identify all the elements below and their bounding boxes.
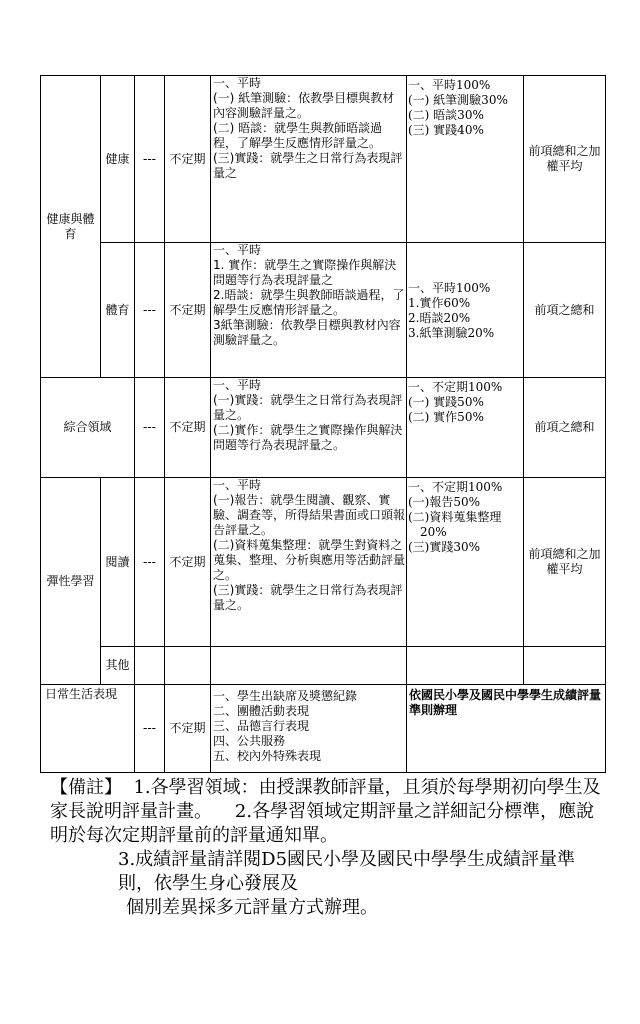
dash-cell: ---: [135, 243, 165, 378]
ratio-line: 一、不定期100%: [408, 380, 503, 394]
ratio-line: (一) 實踐50%: [408, 395, 484, 409]
method-line: 3紙筆測驗：依教學目標與教材內容測驗評量之。: [213, 318, 401, 347]
note-item-2: 2.各學習領域定期評量之詳細記分標準，應說明於每次定期評量前的評量通知單。: [50, 801, 595, 846]
total-cell: 前項之總和: [524, 378, 606, 478]
method-line: 一、平時: [213, 478, 262, 492]
ratio-note-cell: 依國民小學及國民中學學生成績評量準則辦理: [407, 685, 606, 773]
method-line: 1. 實作：就學生之實際操作與解決問題等行為表現評量之: [213, 258, 397, 287]
domain-cell: 日常生活表現: [41, 685, 135, 773]
method-line: (一)實踐：就學生之日常行為表現評量之。: [213, 393, 403, 422]
subject-cell: 健康: [101, 76, 135, 243]
ratio-line: (二)資料蒐集整理: [408, 510, 502, 524]
method-line: 2.晤談：就學生與教師晤談過程，了解學生反應情形評量之。: [213, 288, 405, 317]
ratio-line: 1.實作60%: [408, 296, 471, 310]
note-item-1: 1.各學習領域：由授課教師評量，且須於每學期初向學生及家長說明評量計畫。: [50, 777, 601, 822]
ratio-line: (一)報告50%: [408, 495, 481, 509]
method-line: (二)資料蒐集整理：就學生對資料之蒐集、整理、分析與應用等活動評量之。: [213, 538, 406, 582]
timing-cell: 不定期: [165, 76, 211, 243]
table-row: [41, 76, 606, 243]
subject-cell: 其他: [101, 647, 135, 685]
methods-cell: [211, 243, 407, 378]
methods-cell: [211, 76, 407, 243]
note-item-3: 3.成績評量請詳閱D5國民小學及國民中學學生成績評量準則，依學生身心發展及: [118, 849, 576, 894]
methods-cell: [211, 478, 407, 647]
ratio-line: 2.晤談20%: [408, 311, 471, 325]
table-row: [41, 378, 606, 478]
ratio-line: (三) 實踐40%: [408, 123, 484, 137]
empty-cell: [165, 647, 211, 685]
method-line: 一、平時: [213, 378, 262, 392]
method-line: (三)實踐：就學生之日常行為表現評量之: [213, 151, 403, 180]
subject-cell: 體育: [101, 243, 135, 378]
notes-section: [50, 776, 610, 920]
method-line: (二)實作：就學生之實際操作與解決問題等行為表現評量之。: [213, 423, 403, 452]
ratio-line: (三)實踐30%: [408, 540, 481, 554]
table-row: [41, 685, 606, 773]
method-line: 二、團體活動表現: [213, 704, 310, 718]
empty-cell: [524, 647, 606, 685]
method-line: 一、平時: [213, 243, 262, 257]
ratio-cell: [407, 478, 524, 647]
notes-label: 【備註】: [50, 777, 122, 798]
ratio-cell: [407, 76, 524, 243]
ratio-line: 一、平時100%: [408, 281, 491, 295]
timing-cell: 不定期: [165, 378, 211, 478]
table-row: [41, 243, 606, 378]
dash-cell: ---: [135, 378, 165, 478]
assessment-table: [40, 75, 606, 773]
ratio-line: 3.紙筆測驗20%: [408, 326, 495, 340]
ratio-line: 一、平時100%: [408, 78, 491, 92]
method-line: 一、學生出缺席及獎懲紀錄: [213, 689, 358, 703]
ratio-cell: [407, 378, 524, 478]
method-line: 三、品德言行表現: [213, 719, 310, 733]
dash-cell: ---: [135, 76, 165, 243]
method-line: 一、平時: [213, 76, 262, 90]
domain-cell: 綜合領域: [41, 378, 135, 478]
methods-cell: [211, 378, 407, 478]
timing-cell: 不定期: [165, 243, 211, 378]
ratio-line: (一) 紙筆測驗30%: [408, 93, 508, 107]
total-cell: 前項總和之加權平均: [524, 478, 606, 647]
method-line: 五、校內外特殊表現: [213, 749, 322, 763]
empty-cell: [135, 647, 165, 685]
note-item-3b: 個別差異採多元評量方式辦理。: [126, 897, 378, 918]
domain-cell: 健康與體育: [41, 76, 101, 378]
method-line: (一) 紙筆測驗：依教學目標與教材內容測驗評量之。: [213, 91, 395, 120]
ratio-cell: [407, 243, 524, 378]
domain-cell: 彈性學習: [41, 478, 101, 685]
timing-cell: 不定期: [165, 685, 211, 773]
table-row: [41, 478, 606, 647]
total-cell: 前項總和之加權平均: [524, 76, 606, 243]
dash-cell: ---: [135, 478, 165, 647]
method-line: 四、公共服務: [213, 734, 286, 748]
ratio-line: 一、不定期100%: [408, 480, 503, 494]
subject-cell: 閱讀: [101, 478, 135, 647]
methods-cell: [211, 685, 407, 773]
dash-cell: ---: [135, 685, 165, 773]
timing-cell: 不定期: [165, 478, 211, 647]
total-cell: 前項之總和: [524, 243, 606, 378]
empty-cell: [407, 647, 524, 685]
ratio-line: 20%: [420, 525, 447, 539]
method-line: (三)實踐：就學生之日常行為表現評量之。: [213, 583, 403, 612]
method-line: (一)報告：就學生閱讀、觀察、實驗、調查等，所得結果書面或口頭報告評量之。: [213, 493, 406, 537]
ratio-line: (二) 實作50%: [408, 410, 484, 424]
empty-cell: [211, 647, 407, 685]
method-line: (二) 晤談：就學生與教師晤談過程，了解學生反應情形評量之。: [213, 121, 383, 150]
ratio-line: (二) 晤談30%: [408, 108, 484, 122]
table-row: [41, 647, 606, 685]
